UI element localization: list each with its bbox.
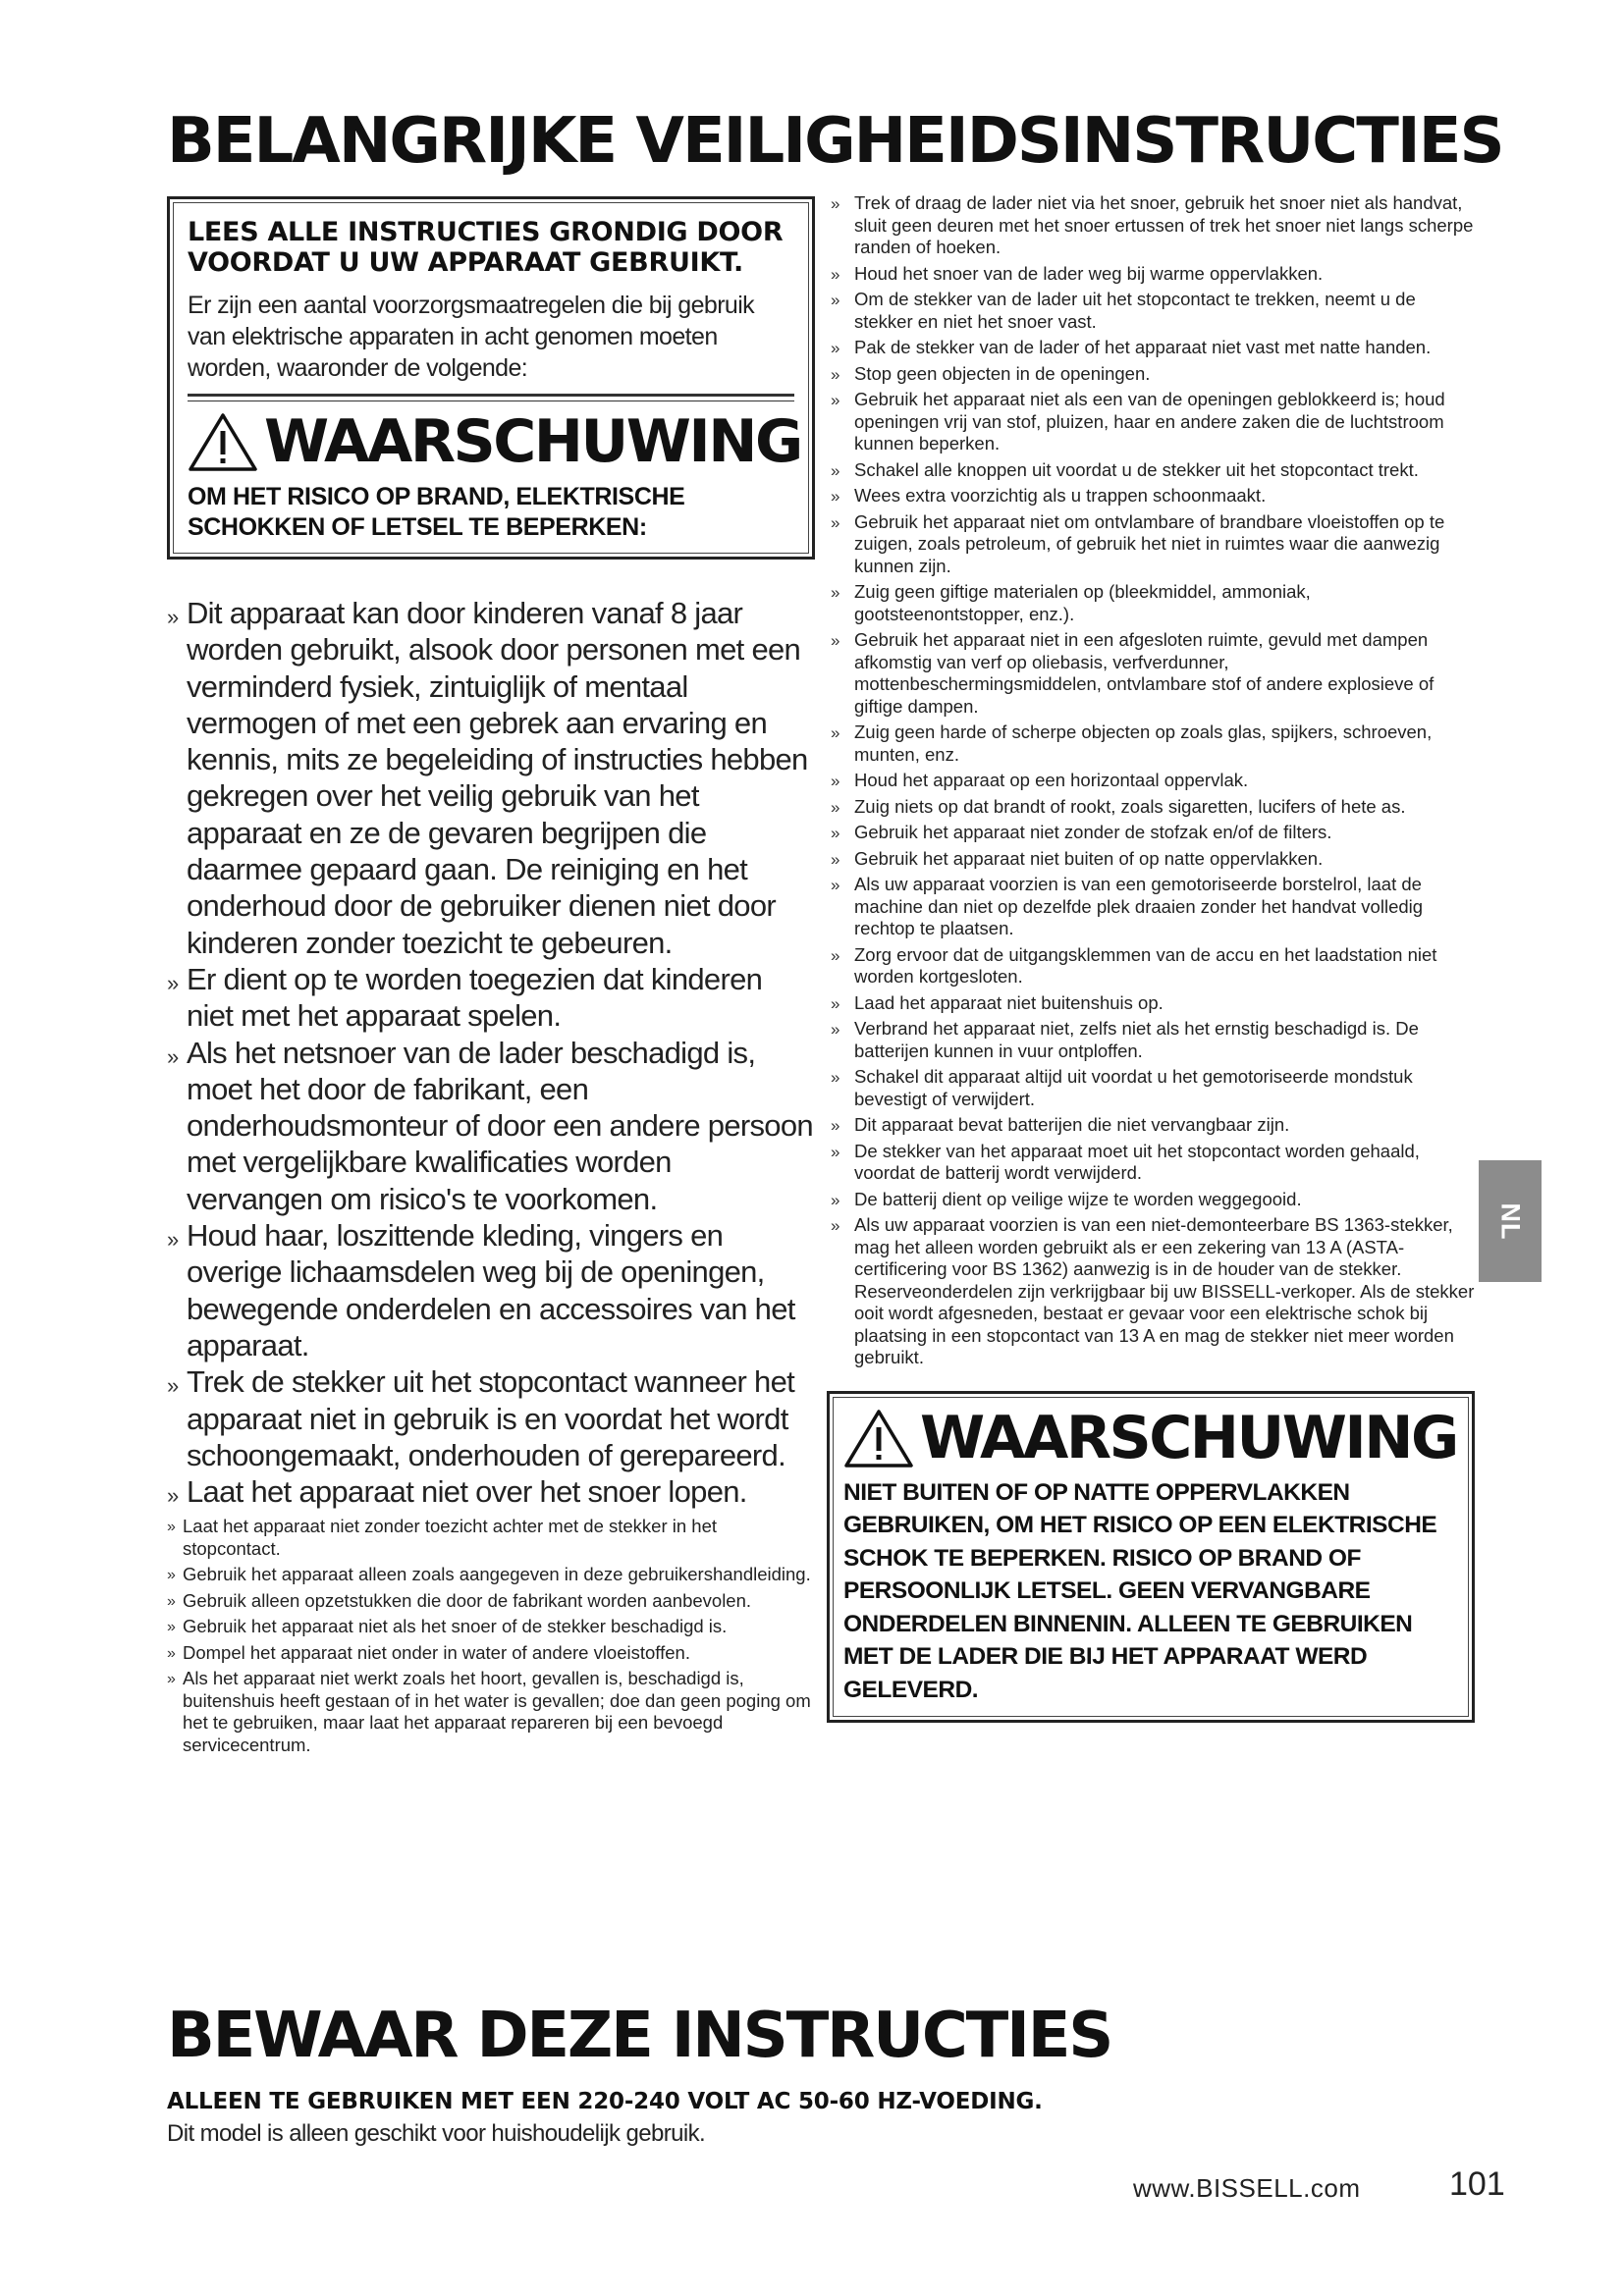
list-item: » Om de stekker van de lader uit het stopcontact te trekken, neemt u de stekker en niet het snoer vast. <box>831 289 1416 332</box>
bullet-icon: » <box>831 364 840 384</box>
warning-subtitle: OM HET RISICO OP BRAND, ELEKTRISCHE SCHOKKEN OF LETSEL TE BEPERKEN: <box>188 483 685 541</box>
bullet-icon: » <box>831 1116 840 1135</box>
bullet-icon: » <box>167 1043 179 1069</box>
language-tab <box>1479 1160 1542 1282</box>
bullet-icon: » <box>831 194 840 213</box>
list-item: » Gebruik het apparaat niet als een van de openingen geblokkeerd is; houd openingen vrij van stof, pluizen, haar en andere zaken die de luchtstroom kunnen beperken. <box>831 389 1445 454</box>
bullet-icon: » <box>831 1190 840 1209</box>
bullet-icon: » <box>831 772 840 790</box>
large-safety-list <box>167 595 815 1510</box>
bullet-icon: » <box>167 1373 179 1399</box>
instructions-intro: Er zijn een aantal voorzorgsmaatregelen die bij gebruik van elektrische apparaten in acht genomen moeten worden, waaronder de volgende: <box>188 292 755 382</box>
list-item: » Dit apparaat kan door kinderen vanaf 8 jaar worden gebruikt, alsook door personen met een verminderd fysiek, zintuiglijk of mentaal vermogen of met een gebrek aan ervaring en kennis, mits ze begeleiding of instructies hebben gekregen over het veilig gebruik van het apparaat en ze de gevaren begrijpen die daarmee gepaard gaan. De reiniging en het onderhoud door de gebruiker dienen niet door kinderen zonder toezicht te gebeuren. <box>167 596 808 960</box>
bullet-icon: » <box>831 797 840 817</box>
list-item: » Zuig niets op dat brandt of rookt, zoals sigaretten, lucifers of hete as. <box>827 796 1475 819</box>
list-item: » Wees extra voorzichtig als u trappen schoonmaakt. <box>827 485 1475 507</box>
list-item: » Laat het apparaat niet over het snoer lopen. <box>167 1473 815 1510</box>
list-item: » Als uw apparaat voorzien is van een gemotoriseerde borstelrol, laat de machine dan niet op dezelfde plek draaien zonder het handvat volledig rechtop te plaatsen. <box>831 874 1424 938</box>
save-instructions-title: BEWAAR DEZE INSTRUCTIES <box>167 2000 1112 2072</box>
list-item: » Trek de stekker uit het stopcontact wanneer het apparaat niet in gebruik is en voordat het wordt schoongemaakt, onderhouden of gerepareerd. <box>167 1364 795 1472</box>
bullet-icon: » <box>831 993 840 1013</box>
list-item: » Houd het snoer van de lader weg bij warme oppervlakken. <box>827 263 1475 286</box>
bullet-icon: » <box>831 631 840 650</box>
divider <box>188 394 794 397</box>
list-item: » Pak de stekker van de lader of het apparaat niet vast met natte handen. <box>827 337 1475 359</box>
bullet-icon: » <box>831 264 840 284</box>
list-item: » De batterij dient op veilige wijze te worden weggegooid. <box>827 1189 1475 1211</box>
bullet-icon: » <box>167 605 179 629</box>
page-number: 101 <box>1449 2165 1505 2203</box>
right-safety-list <box>827 192 1475 1369</box>
list-item: » Stop geen objecten in de openingen. <box>827 363 1475 386</box>
list-item: » Zorg ervoor dat de uitgangsklemmen van de accu en het laadstation niet worden kortgesloten. <box>831 943 1437 987</box>
list-item: » Gebruik het apparaat niet zonder de stofzak en/of de filters. <box>827 822 1475 844</box>
bullet-icon: » <box>831 391 840 409</box>
bullet-icon: » <box>831 291 840 309</box>
bullet-icon: » <box>831 339 840 357</box>
divider <box>188 400 794 401</box>
right-column <box>827 192 1475 1723</box>
list-item: » Laad het apparaat niet buitenshuis op. <box>827 992 1475 1015</box>
left-column <box>167 196 815 1760</box>
list-item: » Als uw apparaat voorzien is van een niet-demonteerbare BS 1363-stekker, mag het alleen worden gebruikt als er een zekering van 13 A (ASTA-certificering voor BS 1362) aanwezig is in de houder van de stekker. Reserveonderdelen zijn verkrijgbaar bij uw BISSELL-verkoper. Als de stekker ooit wordt afgesneden, bestaat er gevaar voor een elektrische schok bij plaatsing in een stopcontact van 13 A en mag de stekker niet meer worden gebruikt. <box>831 1214 1475 1367</box>
warning-title: WAARSCHUWING <box>920 1403 1457 1472</box>
list-item: » Gebruik het apparaat niet buiten of op natte oppervlakken. <box>827 848 1475 871</box>
bullet-icon: » <box>167 1483 179 1509</box>
bullet-icon: » <box>831 460 840 480</box>
bullet-icon: » <box>167 1671 176 1688</box>
list-item: » Houd haar, loszittende kleding, vingers en overige lichaamsdelen weg bij de openingen, bewegende onderdelen en accessoires van het apparaat. <box>167 1218 795 1362</box>
bullet-icon: » <box>831 487 840 506</box>
bullet-icon: » <box>167 1227 179 1253</box>
bullet-icon: » <box>167 1567 176 1584</box>
warning-box <box>827 1391 1475 1724</box>
list-item: » Als het netsnoer van de lader beschadigd is, moet het door de fabrikant, een onderhoudsmonteur of door een andere persoon met vergelijkbare kwalificaties worden vervangen om risico's te voorkomen. <box>167 1035 813 1216</box>
bullet-icon: » <box>831 583 840 602</box>
warning-header <box>843 1403 1458 1472</box>
bullet-icon: » <box>831 849 840 869</box>
bullet-icon: » <box>831 824 840 842</box>
list-item: » Gebruik het apparaat niet in een afgesloten ruimte, gevuld met dampen afkomstig van verf op oliebasis, verfverdunner, mottenbeschermingsmiddelen, ontvlambare stof of andere explosieve of giftige dampen. <box>831 629 1435 717</box>
list-item: » Schakel dit apparaat altijd uit voordat u het gemotoriseerde mondstuk bevestigt of verwijdert. <box>831 1066 1413 1109</box>
list-item: » Trek of draag de lader niet via het snoer, gebruik het snoer niet als handvat, sluit geen deuren met het snoer ertussen of trek het snoer niet langs scherpe randen of hoeken. <box>831 192 1474 257</box>
list-item: » Verbrand het apparaat niet, zelfs niet als het ernstig beschadigd is. De batterijen kunnen in vuur ontploffen. <box>831 1018 1419 1061</box>
small-safety-list <box>167 1516 815 1756</box>
language-tab-label: NL <box>1495 1202 1526 1240</box>
list-item: » Gebruik het apparaat niet om ontvlambare of brandbare vloeistoffen op te zuigen, zoals petroleum, of gebruik het niet in ruimtes waar die aanwezig kunnen zijn. <box>831 510 1445 576</box>
instructions-heading: LEES ALLE INSTRUCTIES GRONDIG DOOR VOORDAT U UW APPARAAT GEBRUIKT. <box>188 217 784 278</box>
bullet-icon: » <box>831 1142 840 1161</box>
list-item: » Als het apparaat niet werkt zoals het hoort, gevallen is, beschadigd is, buitenshuis heeft gestaan of in het water is gevallen; doe dan geen poging om het te gebruiken, maar laat het apparaat repareren bij een bevoegd servicecentrum. <box>167 1668 811 1755</box>
bullet-icon: » <box>167 1519 176 1536</box>
list-item: » Schakel alle knoppen uit voordat u de stekker uit het stopcontact trekt. <box>827 459 1475 482</box>
list-item: » Dompel het apparaat niet onder in water of andere vloeistoffen. <box>167 1642 815 1665</box>
list-item: » Er dient op te worden toegezien dat kinderen niet met het apparaat spelen. <box>167 961 763 1034</box>
list-item: » De stekker van het apparaat moet uit het stopcontact worden gehaald, voordat de batterij wordt verwijderd. <box>831 1140 1420 1183</box>
website-url: www.BISSELL.com <box>1133 2173 1361 2203</box>
bullet-icon: » <box>831 1020 840 1039</box>
list-item: » Gebruik alleen opzetstukken die door de fabrikant worden aanbevolen. <box>167 1590 815 1613</box>
bullet-icon: » <box>831 1068 840 1087</box>
warning-triangle-icon <box>188 411 258 472</box>
bullet-icon: » <box>167 1592 176 1610</box>
bullet-icon: » <box>831 1216 840 1235</box>
list-item: » Laat het apparaat niet zonder toezicht achter met de stekker in het stopcontact. <box>167 1516 718 1559</box>
warning-triangle-icon <box>843 1408 914 1468</box>
list-item: » Dit apparaat bevat batterijen die niet vervangbaar zijn. <box>827 1114 1475 1137</box>
instructions-box <box>167 196 815 560</box>
warning-box-inner <box>833 1397 1469 1718</box>
bullet-icon: » <box>831 512 840 532</box>
bullet-icon: » <box>831 876 840 894</box>
warning-header <box>188 407 801 476</box>
voltage-note: ALLEEN TE GEBRUIKEN MET EEN 220-240 VOLT AC 50-60 HZ-VOEDING. <box>167 2089 1043 2114</box>
bullet-icon: » <box>167 1619 176 1636</box>
list-item: » Houd het apparaat op een horizontaal oppervlak. <box>827 770 1475 792</box>
household-note: Dit model is alleen geschikt voor huishoudelijk gebruik. <box>167 2120 706 2147</box>
bullet-icon: » <box>831 723 840 742</box>
warning-title: WAARSCHUWING <box>264 407 801 476</box>
list-item: » Gebruik het apparaat niet als het snoer of de stekker beschadigd is. <box>167 1616 815 1638</box>
list-item: » Zuig geen giftige materialen op (bleekmiddel, ammoniak, gootsteenontstopper, enz.). <box>831 581 1311 624</box>
list-item: » Zuig geen harde of scherpe objecten op zoals glas, spijkers, schroeven, munten, enz. <box>831 721 1433 765</box>
instructions-box-inner <box>173 202 809 554</box>
bullet-icon: » <box>167 1644 176 1662</box>
bullet-icon: » <box>167 970 179 995</box>
page-title: BELANGRIJKE VEILIGHEIDSINSTRUCTIES <box>167 105 1503 178</box>
list-item: » Gebruik het apparaat alleen zoals aangegeven in deze gebruikershandleiding. <box>167 1564 815 1586</box>
bullet-icon: » <box>831 945 840 965</box>
warning-text: NIET BUITEN OF OP NATTE OPPERVLAKKEN GEBRUIKEN, OM HET RISICO OP EEN ELEKTRISCHE SCHOK TE BEPERKEN. RISICO OP BRAND OF PERSOONLIJK LETSEL. GEEN VERVANGBARE ONDERDELEN BINNENIN. ALLEEN TE GEBRUIKEN MET DE LADER DIE BIJ HET APPARAAT WERD GELEVERD. <box>843 1478 1437 1703</box>
